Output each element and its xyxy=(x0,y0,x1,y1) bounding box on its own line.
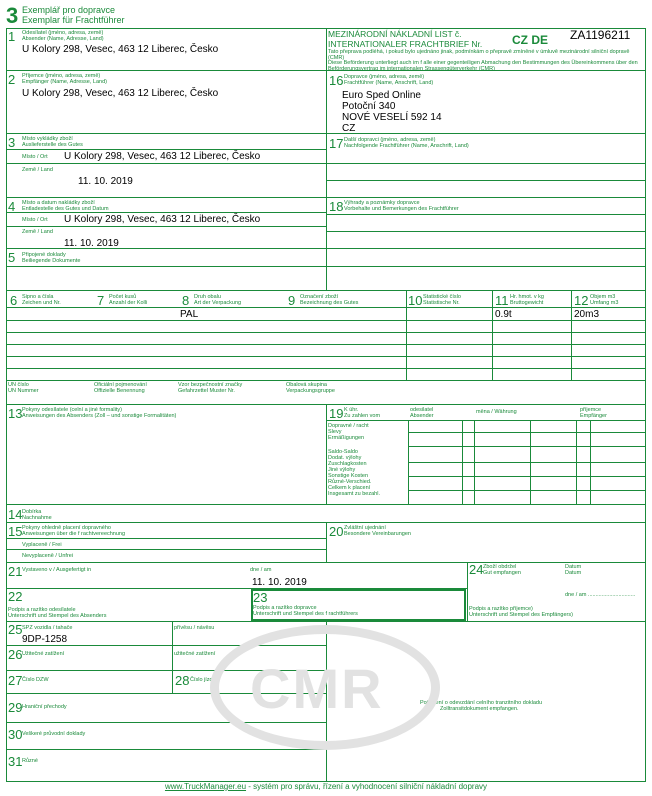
charges-row-10: Celkem k placení xyxy=(328,485,371,491)
col-8-de: Art der Verpackung xyxy=(194,300,242,306)
official-name-cz: Oficiální pojmenování xyxy=(94,382,147,388)
section-22-number: 22 xyxy=(8,589,23,604)
un-number-de: UN Nummer xyxy=(8,388,39,394)
label-pattern-cz: Vzor bezpečnostní značky xyxy=(178,382,243,388)
section-24-sig-cz: Podpis a razítko příjemce) xyxy=(469,606,533,612)
carrier-line-1[interactable]: Euro Sped Online xyxy=(342,90,421,101)
section-31-label: Různé xyxy=(22,758,38,764)
charges-row-6: Zuschlagkosten xyxy=(328,461,367,467)
col-7-number: 7 xyxy=(97,293,105,308)
section-24-number: 24 xyxy=(469,562,484,577)
charges-row-8: Sonstige Kosten xyxy=(328,473,369,479)
charges-row-11: Insgesamt zu bezahl. xyxy=(328,491,380,497)
section-17-label-de: Nachfolgende Frachtführer (Name, Anschrift, Land) xyxy=(344,143,469,149)
section-3-country-label: Země / Land xyxy=(22,167,53,173)
copy-label-cz: Exemplář pro dopravce xyxy=(22,5,116,15)
charges-row-9: Různé-Verschied. xyxy=(328,479,372,485)
col-8-number: 8 xyxy=(182,293,190,308)
col-9-number: 9 xyxy=(288,293,296,308)
unpaid-label[interactable]: Nevyplaceně / Unfrei xyxy=(22,553,74,559)
charges-row-1: Dopravné / racht xyxy=(328,423,369,429)
footer xyxy=(0,782,652,791)
receipt-date-line[interactable]: dne / am ............................... xyxy=(565,592,636,598)
doc-number: ZA1196211 xyxy=(570,28,631,42)
section-25-label2: přívěsu / návěsu xyxy=(174,625,215,631)
section-4-country-label: Země / Land xyxy=(22,229,53,235)
carrier-line-2[interactable]: Potoční 340 xyxy=(342,101,396,112)
section-16-label-de: Frachtführer (Name, Anschrift, Land) xyxy=(344,80,434,86)
section-3-number: 3 xyxy=(8,135,16,150)
section-20-cz: Zvláštní ujednání xyxy=(344,525,386,531)
section-2-label-cz: Příjemce (jméno, adresa, země) xyxy=(22,73,101,79)
section-30-number: 30 xyxy=(8,727,23,742)
section-19-sender-cz: odesilatel xyxy=(410,407,434,413)
col-8-cz: Druh obalu xyxy=(194,294,221,300)
section-26-label: Užitečné zatížení xyxy=(22,651,65,657)
carrier-line-4[interactable]: CZ xyxy=(342,123,356,134)
section-17-label-cz: Další dopravci (jméno, adresa, země) xyxy=(344,137,436,143)
col-11-number: 11 xyxy=(495,293,509,308)
vehicle-plate[interactable]: 9DP-1258 xyxy=(22,634,68,645)
charges-row-7: Jiné výlohy xyxy=(328,467,356,473)
section-14-number: 14 xyxy=(8,507,23,522)
col-7-cz: Počet kusů xyxy=(109,294,137,300)
issue-date[interactable]: 11. 10. 2019 xyxy=(252,577,307,588)
section-19-currency: měna / Währung xyxy=(476,409,517,415)
section-19-cz: K úhr. xyxy=(344,407,359,413)
col-11-de: Bruttogewicht xyxy=(510,300,544,306)
volume[interactable]: 20m3 xyxy=(574,309,600,320)
section-19-sender-de: Absender xyxy=(410,413,434,419)
gross-weight[interactable]: 0.9t xyxy=(495,309,512,320)
section-5-label-de: Beiliegende Dokumente xyxy=(22,258,81,264)
section-18-number: 18 xyxy=(329,199,344,214)
section-13-de: Anweisungen des Absenders (Zoll – und sonstige Formalitäten) xyxy=(22,413,177,419)
section-21-label: Vystaveno v / Ausgefertigt in xyxy=(22,567,92,573)
section-22-cz: Podpis a razítko odesílatele xyxy=(8,607,76,613)
sender-address[interactable]: U Kolory 298, Vesec, 463 12 Liberec, Česko xyxy=(22,44,219,55)
unloading-place[interactable]: U Kolory 298, Vesec, 463 12 Liberec, Česko xyxy=(64,151,261,162)
section-25-label: SPZ vozidla / tahače xyxy=(22,625,73,631)
col-7-de: Anzahl der Kolli xyxy=(109,300,148,306)
charges-row-2: Slevy xyxy=(328,429,342,435)
customs-doc-de: Zolltransitdokument empfangen. xyxy=(440,706,519,712)
col-12-number: 12 xyxy=(574,293,589,308)
section-19-number: 19 xyxy=(329,406,344,421)
section-28-number: 28 xyxy=(175,673,190,688)
title-cz: MEZINÁRODNÍ NÁKLADNÍ LIST č. xyxy=(328,29,462,39)
section-23-number: 23 xyxy=(253,590,268,605)
section-29-number: 29 xyxy=(8,700,23,715)
section-19-recipient-cz: příjemce xyxy=(580,407,602,413)
section-4-number: 4 xyxy=(8,199,16,214)
copy-label-de: Exemplar für Frachtführer xyxy=(22,15,125,25)
cmr-note-de: Diese Beförderung unterliegt auch im f alle einer gegenteiligen Abmachung den Bestimmungen des Übereinkommens über den Beförderungsvertrag im internationalen Strassengüterverkehr (CMR) xyxy=(328,60,638,72)
section-24-cz: Zboží obdržel xyxy=(483,564,517,570)
section-1-number: 1 xyxy=(8,29,16,44)
paid-label[interactable]: Vyplaceně / Frei xyxy=(22,542,62,548)
section-15-de: Anweisungen über die f rachtvereechnung xyxy=(22,531,126,537)
section-16-label-cz: Dopravce (jméno, adresa, země) xyxy=(344,74,425,80)
section-18-label-cz: Výhrady a poznámky dopravce xyxy=(344,200,420,206)
section-31-number: 31 xyxy=(8,754,23,769)
section-15-cz: Pokyny ohledně placení dopravného xyxy=(22,525,111,531)
section-23-de: Unterschrift und Stempel des f rachtführers xyxy=(253,611,358,617)
section-27-label: Číslo DZW xyxy=(22,677,49,683)
col-9-cz: Označení zboží xyxy=(300,294,339,300)
section-5-number: 5 xyxy=(8,250,16,265)
un-number-cz: UN číslo xyxy=(8,382,29,388)
section-25-number: 25 xyxy=(8,622,23,637)
section-29-label: Hraniční přechody xyxy=(22,704,67,710)
section-24-date-de: Datum xyxy=(565,570,582,576)
col-6-number: 6 xyxy=(10,293,18,308)
section-28-label: Číslo jízdy xyxy=(190,677,216,683)
section-14-cz: Dobírka xyxy=(22,509,42,515)
section-3-label-cz: Místo vykládky zboží xyxy=(22,136,73,142)
section-4-label-de: Entladestelle des Gutes und Datum xyxy=(22,206,109,212)
package-type[interactable]: PAL xyxy=(180,309,199,320)
title-de: INTERNATIONALER FRACHTBRIEF Nr. xyxy=(328,39,483,49)
section-16-number: 16 xyxy=(329,73,344,88)
footer-link[interactable]: www.TruckManager.eu xyxy=(164,782,247,791)
col-10-cz: Statistické číslo xyxy=(423,294,461,300)
section-23-cz: Podpis a razítko dopravce xyxy=(253,605,317,611)
col-9-de: Bezeichnung des Gutes xyxy=(300,300,359,306)
section-17-number: 17 xyxy=(329,136,344,151)
section-3-label-de: Auslieferstelle des Gutes xyxy=(22,142,83,148)
official-name-de: Offizielle Benennung xyxy=(94,388,145,394)
section-26-number: 26 xyxy=(8,647,23,662)
section-1-label-cz: Odesílatel (jméno, adresa, země) xyxy=(22,30,104,36)
cmr-note-cz: Tato přeprava podléhá, i pokud bylo ujednáno jinak, podmínkám o přepravě zmíněné v úmluvě mezinárodní silniční dopravě (CMR) xyxy=(328,49,630,61)
label-pattern-de: Gefahrzettel Muster Nr. xyxy=(178,388,235,394)
cmr-watermark-text: CMR xyxy=(250,657,384,720)
footer-text: - systém pro správu, řízení a vyhodnocení silniční nákladní dopravy xyxy=(246,782,488,791)
section-3-place-label: Místo / Ort xyxy=(22,154,48,160)
charges-row-5: Dodat. výlohy xyxy=(328,455,362,461)
charges-row-3: Ermäßigungen xyxy=(328,435,365,441)
recipient-address[interactable]: U Kolory 298, Vesec, 463 12 Liberec, Česko xyxy=(22,88,219,99)
section-20-number: 20 xyxy=(329,524,344,539)
package-group-de: Verpackungsgruppe xyxy=(286,388,335,394)
section-22-de: Unterschrift und Stempel des Absenders xyxy=(8,613,107,619)
section-24-sig-de: Unterschrift und Stempel des Empfängers) xyxy=(469,612,573,618)
section-21-number: 21 xyxy=(8,564,23,579)
country-codes: CZ DE xyxy=(512,33,548,47)
section-21-date-label: dne / am xyxy=(250,567,272,573)
col-10-number: 10 xyxy=(408,293,423,308)
section-24-de: Gut empfangen xyxy=(483,570,521,576)
section-2-number: 2 xyxy=(8,72,16,87)
section-13-cz: Pokyny odesílatele (celní a jiné formality) xyxy=(22,407,122,413)
section-19-de: Zu zahlen vom xyxy=(344,413,381,419)
col-6-cz: Sipno a čísla xyxy=(22,294,54,300)
section-2-label-de: Empfänger (Name, Adresse, Land) xyxy=(22,79,107,85)
col-12-de: Umfang m3 xyxy=(590,300,619,306)
section-1-label-de: Absender (Name, Adresse, Land) xyxy=(22,36,104,42)
charges-row-4: Saldo-Saldo xyxy=(328,449,358,455)
section-19-recipient-de: Empfänger xyxy=(580,413,607,419)
col-12-cz: Objem m3 xyxy=(590,294,616,300)
loading-date[interactable]: 11. 10. 2019 xyxy=(64,238,119,249)
section-4-label-cz: Místo a datum nakládky zboží xyxy=(22,200,95,206)
section-27-number: 27 xyxy=(8,673,23,688)
section-18-label-de: Vorbehalte und Bemerkungen des Frachtführer xyxy=(344,206,459,212)
section-20-de: Besondere Vereinbarungen xyxy=(344,531,411,537)
section-4-place-label: Místo / Ort xyxy=(22,217,48,223)
customs-doc-cz: Potvrzení o odevzdání celního tranzitního dokladu xyxy=(420,700,542,706)
col-10-de: Statistische Nr. xyxy=(423,300,460,306)
section-24-date-cz: Datum xyxy=(565,564,582,570)
section-5-label-cz: Připojené doklady xyxy=(22,252,66,258)
section-14-de: Nachnahme xyxy=(22,515,52,521)
carrier-line-3[interactable]: NOVÉ VESELÍ 592 14 xyxy=(342,112,442,123)
col-11-cz: Hr. hmot. v kg xyxy=(510,294,544,300)
copy-number: 3 xyxy=(6,3,19,28)
col-6-de: Zeichen und Nr. xyxy=(22,300,61,306)
loading-place[interactable]: U Kolory 298, Vesec, 463 12 Liberec, Česko xyxy=(64,214,261,225)
unloading-date[interactable]: 11. 10. 2019 xyxy=(78,176,133,187)
section-26-label2: užitečné zatížení xyxy=(174,651,216,657)
section-13-number: 13 xyxy=(8,406,23,421)
package-group-cz: Obalová skupina xyxy=(286,382,327,388)
section-15-number: 15 xyxy=(8,524,23,539)
section-30-label: Veškeré průvodní doklady xyxy=(22,731,86,737)
